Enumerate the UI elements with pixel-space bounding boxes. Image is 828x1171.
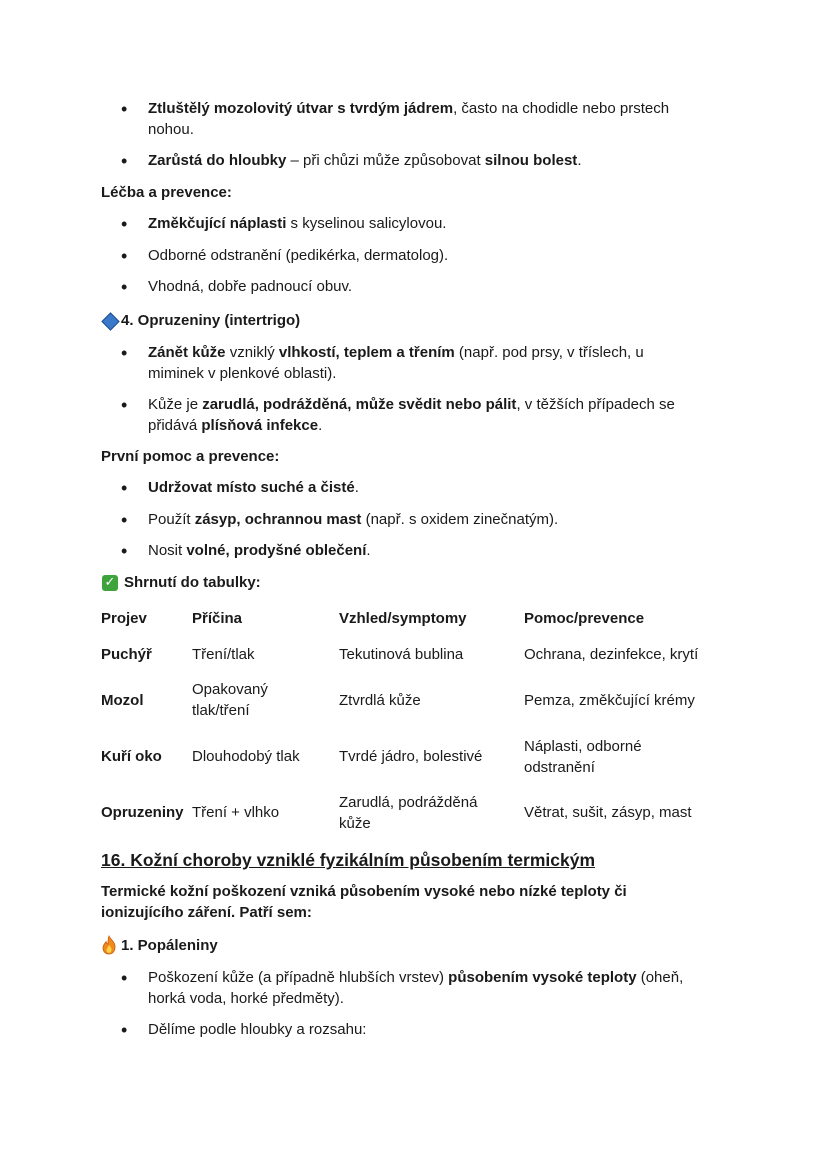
bullet-marker <box>121 246 127 268</box>
bullet-text: Odborné odstranění (pedikérka, dermatolog). <box>148 247 449 264</box>
section-16-title: 16. Kožní choroby vzniklé fyzikálním působením termickým <box>101 850 596 870</box>
bullet-marker <box>121 510 127 532</box>
table-cell-projev: Puchýř <box>101 646 152 663</box>
table-cell-projev: Mozol <box>101 692 144 709</box>
bullet-text-continued: nohou. <box>148 121 194 138</box>
bullet-marker <box>121 343 127 365</box>
table-cell-pricina: Dlouhodobý tlak <box>192 748 300 765</box>
table-cell-vzhled: Zarudlá, podrážděná <box>339 794 478 811</box>
bullet-marker <box>121 968 127 990</box>
bullet-marker <box>121 1020 127 1042</box>
bullet-marker <box>121 395 127 417</box>
bullet-text: Změkčující náplasti s kyselinou salicylovou. <box>148 215 447 232</box>
table-cell-pricina: Tření + vlhko <box>192 804 280 821</box>
table-header-pomoc: Pomoc/prevence <box>524 610 645 627</box>
bullet-text: Ztluštělý mozolovitý útvar s tvrdým jádrem, často na chodidle nebo prstech <box>148 100 670 117</box>
section-4-heading: 4. Opruzeniny (intertrigo) <box>121 312 301 329</box>
table-cell-pricina: Tření/tlak <box>192 646 255 663</box>
bullet-marker <box>121 151 127 173</box>
table-cell-pomoc: Ochrana, dezinfekce, krytí <box>524 646 699 663</box>
bullet-text-continued: horká voda, horké předměty). <box>148 990 344 1007</box>
bullet-text: Použít zásyp, ochrannou mast (např. s oxidem zinečnatým). <box>148 511 559 528</box>
blue-diamond-icon <box>101 312 119 330</box>
table-cell-pomoc: Větrat, sušit, zásyp, mast <box>524 804 692 821</box>
table-cell-vzhled: Tvrdé jádro, bolestivé <box>339 748 483 765</box>
table-cell-projev: Kuří oko <box>101 748 162 765</box>
table-cell-pricina-continued: tlak/tření <box>192 702 250 719</box>
bullet-marker <box>121 478 127 500</box>
table-cell-pomoc: Pemza, změkčující krémy <box>524 692 695 709</box>
bullet-text: Vhodná, dobře padnoucí obuv. <box>148 278 353 295</box>
section-16-intro-line2: ionizujícího záření. Patří sem: <box>101 904 312 921</box>
bullet-text: Dělíme podle hloubky a rozsahu: <box>148 1021 367 1038</box>
bullet-text-continued: přidává plísňová infekce. <box>148 417 323 434</box>
bullet-text: Zarůstá do hloubky – při chůzi může způsobovat silnou bolest. <box>148 152 582 169</box>
bullet-marker <box>121 541 127 563</box>
bullet-marker <box>121 99 127 121</box>
table-cell-pomoc: Náplasti, odborné <box>524 738 642 755</box>
bullet-text: Kůže je zarudlá, podrážděná, může svědit nebo pálit, v těžších případech se <box>148 396 675 413</box>
bullet-text: Udržovat místo suché a čisté. <box>148 479 359 496</box>
table-cell-vzhled: Ztvrdlá kůže <box>339 692 421 709</box>
bullet-marker <box>121 277 127 299</box>
fire-icon <box>100 935 118 955</box>
burns-heading: 1. Popáleniny <box>121 937 218 954</box>
table-header-projev: Projev <box>101 610 147 627</box>
table-header-pricina: Příčina <box>192 610 243 627</box>
table-cell-projev: Opruzeniny <box>101 804 184 821</box>
bullet-marker <box>121 214 127 236</box>
table-cell-pricina: Opakovaný <box>192 681 268 698</box>
table-cell-vzhled: Tekutinová bublina <box>339 646 464 663</box>
summary-heading: Shrnutí do tabulky: <box>124 574 261 591</box>
firstaid-heading: První pomoc a prevence: <box>101 448 280 465</box>
treatment-heading: Léčba a prevence: <box>101 184 232 201</box>
bullet-text: Zánět kůže vzniklý vlhkostí, teplem a třením (např. pod prsy, v tříslech, u <box>148 344 644 361</box>
table-cell-pomoc-continued: odstranění <box>524 759 595 776</box>
section-16-intro-line1: Termické kožní poškození vzniká působením vysoké nebo nízké teploty či <box>101 883 627 900</box>
check-mark-icon: ✓ <box>102 575 118 591</box>
bullet-text: Poškození kůže (a případně hlubších vrstev) působením vysoké teploty (oheň, <box>148 969 684 986</box>
table-cell-vzhled-continued: kůže <box>339 815 371 832</box>
table-header-vzhled: Vzhled/symptomy <box>339 610 467 627</box>
bullet-text-continued: miminek v plenkové oblasti). <box>148 365 337 382</box>
bullet-text: Nosit volné, prodyšné oblečení. <box>148 542 371 559</box>
